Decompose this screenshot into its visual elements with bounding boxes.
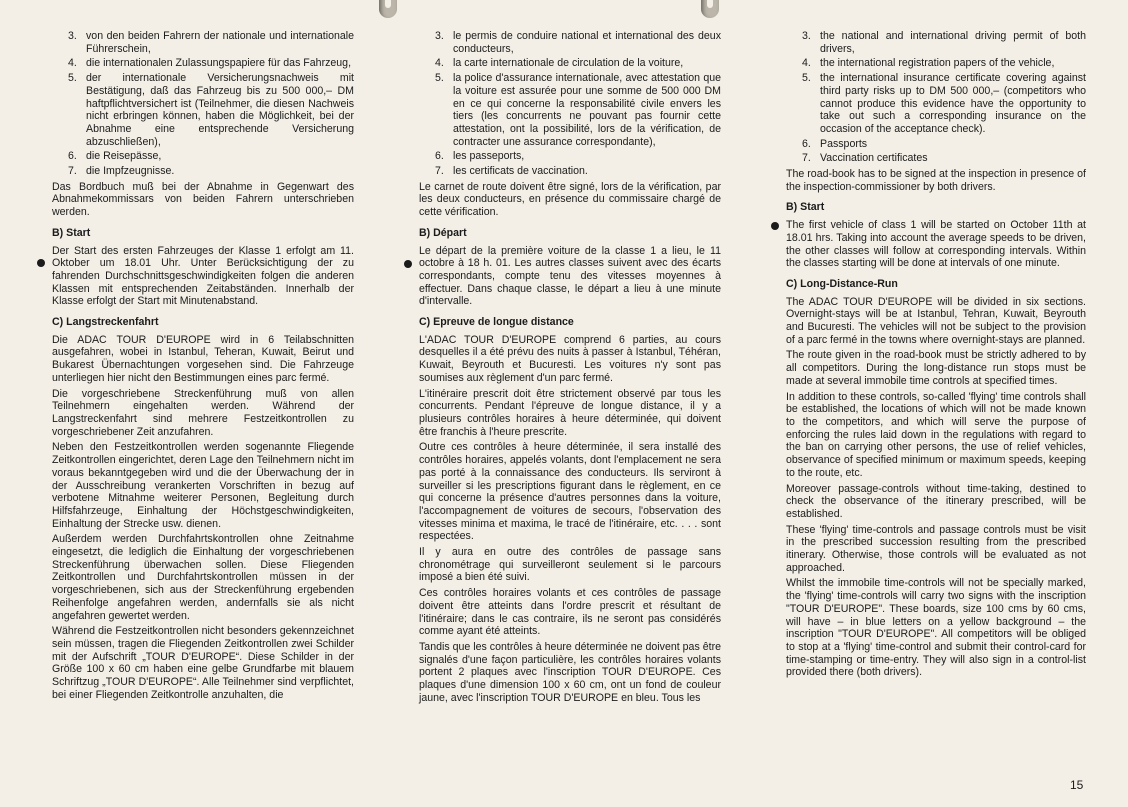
section-heading-epreuve: C) Epreuve de longue distance <box>419 316 574 329</box>
paragraph: Outre ces contrôles à heure déterminée, il sera installé des contrôles horaires, appelés volants, dont l'emplacement ne sera pas porté à la connaissance des conducteurs. Ils serviront à surveiller si les prescriptions figurant dans le règlement, en ce qui concerne la présence d'autres personnes dans la voiture, l'accompagnement de voitures de secours, l'observation des vitesses minima et maxima, le tracé de l'itinéraire, etc. . . . sont respectées. <box>419 441 721 543</box>
french-column <box>419 30 721 707</box>
section-heading-long-distance: C) Long-Distance-Run <box>786 277 898 290</box>
paragraph: The route given in the road-book must be strictly adhered to by all competitors. During the long-distance run stops must be made at several immobile time controls at specified times. <box>786 349 1086 387</box>
german-document-list <box>52 30 354 178</box>
paragraph: Während die Festzeitkontrollen nicht besonders gekennzeichnet sein müssen, tragen die Fliegenden Zeitkontrollen zwei Schilder mit der Aufschrift „TOUR D'EUROPE“. Diese Schilder in der Größe 100 x 60 cm haben eine gelbe Grundfarbe mit blauem Schriftzug „TOUR D'EUROPE“. Alle Teilnehmer sind verpflichtet, bei einer Fliegenden Zeitkontrolle anzuhalten, die <box>52 625 354 701</box>
list-item: 3. von den beiden Fahrern der nationale und internationale Führerschein, <box>68 30 354 55</box>
margin-bullet <box>404 260 412 268</box>
list-item: 5. der internationale Versicherungsnachweis mit Bestätigung, daß das Fahrzeug bis zu 500 000,– DM haftpflichtversichert ist (Teilnehmer, die diesen Nachweis nicht erbringen können, haben die Möglichkeit, bei der Abnahme eine entsprechende Versicherung abzuschließen), <box>68 72 354 148</box>
list-item: 3. the national and international driving permit of both drivers, <box>802 30 1086 55</box>
paragraph: Der Start des ersten Fahrzeuges der Klasse 1 erfolgt am 11. Oktober um 18.01 Uhr. Unter Berücksichtigung der zu fahrenden Durchschnittsgeschwindigkeiten folgen die anderen Klassen mit entsprechenden Zeitabständen. Innerhalb der Klasse erfolgt der Start mit Minutenabstand. <box>52 245 354 309</box>
binder-hole-right <box>701 0 719 18</box>
paragraph: Moreover passage-controls without time-taking, destined to check the observance of the itinerary prescribed, will be established. <box>786 482 1086 520</box>
paragraph: Il y aura en outre des contrôles de passage sans chronométrage qui surveilleront seulement si le parcours imposé a bien été suivi. <box>419 546 721 584</box>
paragraph: L'ADAC TOUR D'EUROPE comprend 6 parties, au cours desquelles il a été prévu des nuits à passer à Istanbul, Téhéran, Kuwait, Beyrouth et Bucuresti. Les voitures n'y sont pas soumises aux règlement d'un parc fermé. <box>419 333 721 384</box>
section-heading-langstrecke: C) Langstreckenfahrt <box>52 316 159 329</box>
paragraph: Le départ de la première voiture de la classe 1 a lieu, le 11 octobre à 18 h. 01. Les autres classes suivent avec des écarts correspondants, compte tenu des vitesses moyennes à effectuer. Dans chaque classe, le départ a lieu à une minute d'intervalle. <box>419 245 721 309</box>
paragraph: These 'flying' time-controls and passage controls must be visit in the prescribed succession resulting from the prescribed itinerary. Otherwise, those controls will be evaluated as not approached. <box>786 523 1086 574</box>
paragraph: Außerdem werden Durchfahrtskontrollen ohne Zeitnahme eingesetzt, die lediglich die Einhaltung der vorgeschriebenen Streckenführung überwachen sollen. Diese Fliegenden Zeitkontrollen und Durchfahrtskontrollen müssen in der vorgeschriebenen, sich aus der Streckenführung ergebenden Reihenfolge angefahren werden, andernfalls sie als nicht angefahren gewertet werden. <box>52 533 354 622</box>
list-item: 3. le permis de conduire national et international des deux conducteurs, <box>435 30 721 55</box>
paragraph: Whilst the immobile time-controls will not be specially marked, the 'flying' time-controls will carry two signs with the inscription "TOUR D'EUROPE". These boards, size 100 cms by 60 cms, will have – in blue letters on a yellow background – the inscription "TOUR D'EUROPE". All competitors will be obliged to stop at a 'flying' time-control and submit their control-card for time-stamping or time-entry. They will also sign in a control-list provided there (both drivers). <box>786 577 1086 679</box>
english-document-list <box>786 30 1086 165</box>
french-document-list <box>419 30 721 178</box>
list-item: 4. la carte internationale de circulation de la voiture, <box>435 57 684 70</box>
paragraph: Ces contrôles horaires volants et ces contrôles de passage doivent être atteints dans l'ordre prescrit et résultant de l'itinéraire; dans le cas contraire, ils ne seront pas considérés comme ayant été atteints. <box>419 587 721 638</box>
section-heading-start: B) Start <box>52 226 91 239</box>
paragraph: Neben den Festzeitkontrollen werden sogenannte Fliegende Zeitkontrollen eingerichtet, deren Lage den Teilnehmern nicht im voraus bekanntgegeben wird und die der Überwachung der in der Ausschreibung verankerten Vorschriften in bezug auf verbotene Mitnahme weiterer Personen, Begleitung durch Hilfsfahrzeuge, Einhaltung der Höchstgeschwindigkeiten, Einhaltung der Strecke usw. dienen. <box>52 441 354 530</box>
list-item: 7. Vaccination certificates <box>802 152 928 165</box>
binder-hole-left <box>379 0 397 18</box>
list-item: 5. the international insurance certificate covering against third party risks up to DM 500 000,– (competitors who cannot produce this evidence have the opportunity to take out such a corresponding insurance on the occasion of the acceptance check). <box>802 72 1086 135</box>
paragraph: Das Bordbuch muß bei der Abnahme in Gegenwart des Abnahmekommissars von beiden Fahrern unterschrieben werden. <box>52 180 354 219</box>
english-column <box>786 30 1086 682</box>
paragraph: Tandis que les contrôles à heure déterminée ne doivent pas être signalés d'une façon particulière, les contrôles horaires volants portent 2 plaques avec l'inscription TOUR D'EUROPE. Ces plaques d'une dimension 100 x 60 cm, ont un fond de couleur jaune, avec l'inscription TOUR D'EUROPE en bleu. Tous les <box>419 640 721 704</box>
list-item: 7. die Impfzeugnisse. <box>68 165 175 178</box>
margin-bullet <box>37 259 45 267</box>
list-item: 7. les certificats de vaccination. <box>435 165 588 178</box>
section-heading-start: B) Start <box>786 201 825 214</box>
paragraph: Die vorgeschriebene Streckenführung muß von allen Teilnehmern eingehalten werden. Während der Langstreckenfahrt sind mehrere Festzeitkontrollen zu vorgeschriebener Zeit anzufahren. <box>52 387 354 438</box>
section-heading-depart: B) Départ <box>419 226 467 239</box>
paragraph: Die ADAC TOUR D'EUROPE wird in 6 Teilabschnitten ausgefahren, wobei in Istanbul, Teheran, Kuwait, Beirut und Bukarest Übernachtungen vorgesehen sind. Die Fahrzeuge unterliegen hier nicht den Bestimmungen eines parc fermé. <box>52 333 354 384</box>
list-item: 5. la police d'assurance internationale, avec attestation que la voiture est assurée pour une somme de 500 000 DM en ce qui concerne la responsabilité civile envers les tiers (les concurrents ne pouvant pas fournir cette attestation, ont la possibilité, lors de la vérification, de contracter une assurance correspondante), <box>435 72 721 148</box>
list-item: 6. Passports <box>802 137 868 150</box>
paragraph: L'itinéraire prescrit doit être strictement observé par tous les concurrents. Pendant l'épreuve de longue distance, il y a plusieurs contrôles horaires à heure déterminée, qui doivent être franchis à l'heure prescrite. <box>419 387 721 438</box>
list-item: 4. the international registration papers of the vehicle, <box>802 57 1055 70</box>
paragraph: In addition to these controls, so-called 'flying' time controls shall be established, the locations of which will not be made known to the competitors, and which will serve the purpose of enforcing the rules laid down in the regulations with regard to the ban on carrying other persons, the use of relief vehicles, observance of specified minimum or maximum speeds, keeping to the route, etc. <box>786 390 1086 479</box>
page-number: 15 <box>1070 778 1084 792</box>
paragraph: The first vehicle of class 1 will be started on October 11th at 18.01 hrs. Taking into account the average speeds to be driven, the other classes will follow at corresponding intervals. Within the classes starting will be done at intervals of one minute. <box>786 219 1086 270</box>
list-item: 6. les passeports, <box>435 150 525 163</box>
paragraph: The road-book has to be signed at the inspection in presence of the inspection-commissioner by both drivers. <box>786 168 1086 193</box>
paragraph: The ADAC TOUR D'EUROPE will be divided in six sections. Overnight-stays will be at Istanbul, Tehran, Kuwait, Beyrouth and Bucuresti. The vehicles will not be subject to the provision of a parc fermé in the towns where overnight-stays are planned. <box>786 295 1086 346</box>
list-item: 6. die Reisepässe, <box>68 150 162 163</box>
paragraph: Le carnet de route doivent être signé, lors de la vérification, par les deux conducteurs, en présence du commissaire chargé de cette vérification. <box>419 180 721 219</box>
margin-bullet <box>771 222 779 230</box>
german-column <box>52 30 354 704</box>
list-item: 4. die internationalen Zulassungspapiere für das Fahrzeug, <box>68 57 352 70</box>
